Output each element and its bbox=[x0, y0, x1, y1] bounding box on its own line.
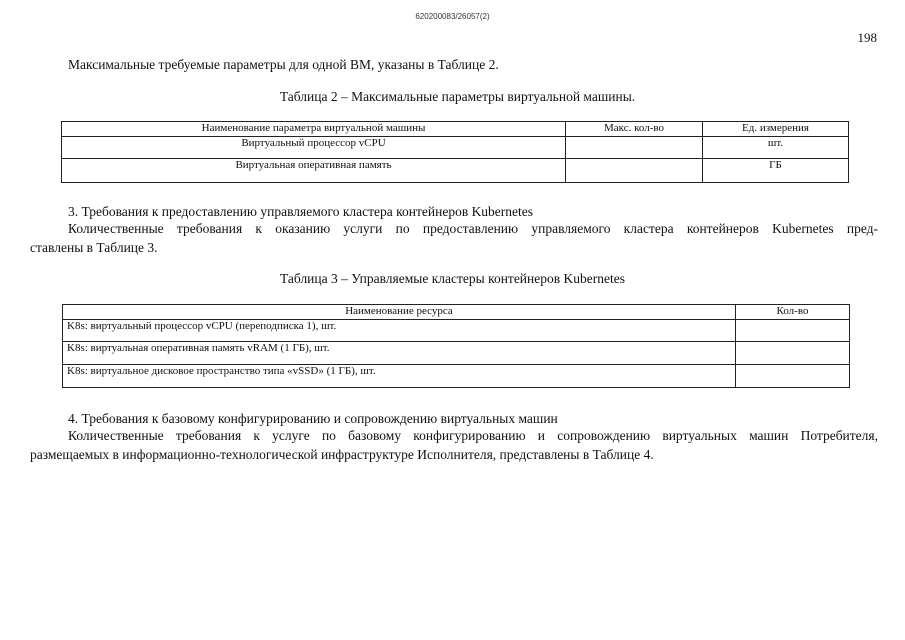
table3-caption: Таблица 3 – Управляемые кластеры контейнеров Kubernetes bbox=[280, 271, 625, 286]
table2-cell-unit: шт. bbox=[703, 137, 849, 159]
table-row bbox=[63, 320, 850, 342]
table2-cell-unit: ГБ bbox=[703, 159, 849, 183]
intro-paragraph: Максимальные требуемые параметры для одной ВМ, указаны в Таблице 2. bbox=[68, 57, 499, 72]
table3 bbox=[62, 304, 850, 388]
table2-header-unit: Ед. измерения bbox=[703, 122, 849, 137]
table3-cell-qty bbox=[736, 320, 850, 342]
section4-heading: 4. Требования к базовому конфигурированию и сопровождению виртуальных машин bbox=[68, 411, 558, 426]
table-row bbox=[63, 342, 850, 365]
page-number: 198 bbox=[857, 30, 877, 45]
table2-header-name: Наименование параметра виртуальной машины bbox=[62, 122, 566, 137]
table3-header-qty: Кол-во bbox=[736, 305, 850, 320]
table3-cell-name: K8s: виртуальная оперативная память vRAM (1 ГБ), шт. bbox=[63, 342, 736, 365]
section3-line2: ставлены в Таблице 3. bbox=[30, 240, 158, 255]
table2-header-row bbox=[62, 122, 849, 137]
document-id: 620200083/26057(2) bbox=[415, 12, 490, 21]
table2-cell-max bbox=[566, 159, 703, 183]
section4-line1: Количественные требования к услуге по базовому конфигурированию и сопровождению виртуальных машин Потребителя, bbox=[68, 428, 878, 443]
table2-cell-max bbox=[566, 137, 703, 159]
table3-cell-name: K8s: виртуальный процессор vCPU (переподписка 1), шт. bbox=[63, 320, 736, 342]
table2-header-max: Макс. кол-во bbox=[566, 122, 703, 137]
table-row bbox=[63, 365, 850, 388]
section3-line1: Количественные требования к оказанию услуги по предоставлению управляемого кластера контейнеров Kubernetes пред- bbox=[68, 221, 878, 236]
table3-cell-qty bbox=[736, 342, 850, 365]
section3-heading: 3. Требования к предоставлению управляемого кластера контейнеров Kubernetes bbox=[68, 204, 534, 219]
table2-caption: Таблица 2 – Максимальные параметры виртуальной машины. bbox=[279, 89, 636, 104]
table3-cell-name: K8s: виртуальное дисковое пространство типа «vSSD» (1 ГБ), шт. bbox=[63, 365, 736, 388]
table2-cell-name: Виртуальный процессор vCPU bbox=[62, 137, 566, 159]
table2-cell-name: Виртуальная оперативная память bbox=[62, 159, 566, 183]
table3-header-name: Наименование ресурса bbox=[63, 305, 736, 320]
table-row bbox=[62, 159, 849, 183]
table-row bbox=[62, 137, 849, 159]
table2 bbox=[61, 121, 849, 183]
table3-cell-qty bbox=[736, 365, 850, 388]
section4-line2: размещаемых в информационно-технологической инфраструктуре Исполнителя, представлены в Таблице 4. bbox=[30, 447, 654, 462]
table3-header-row bbox=[63, 305, 850, 320]
